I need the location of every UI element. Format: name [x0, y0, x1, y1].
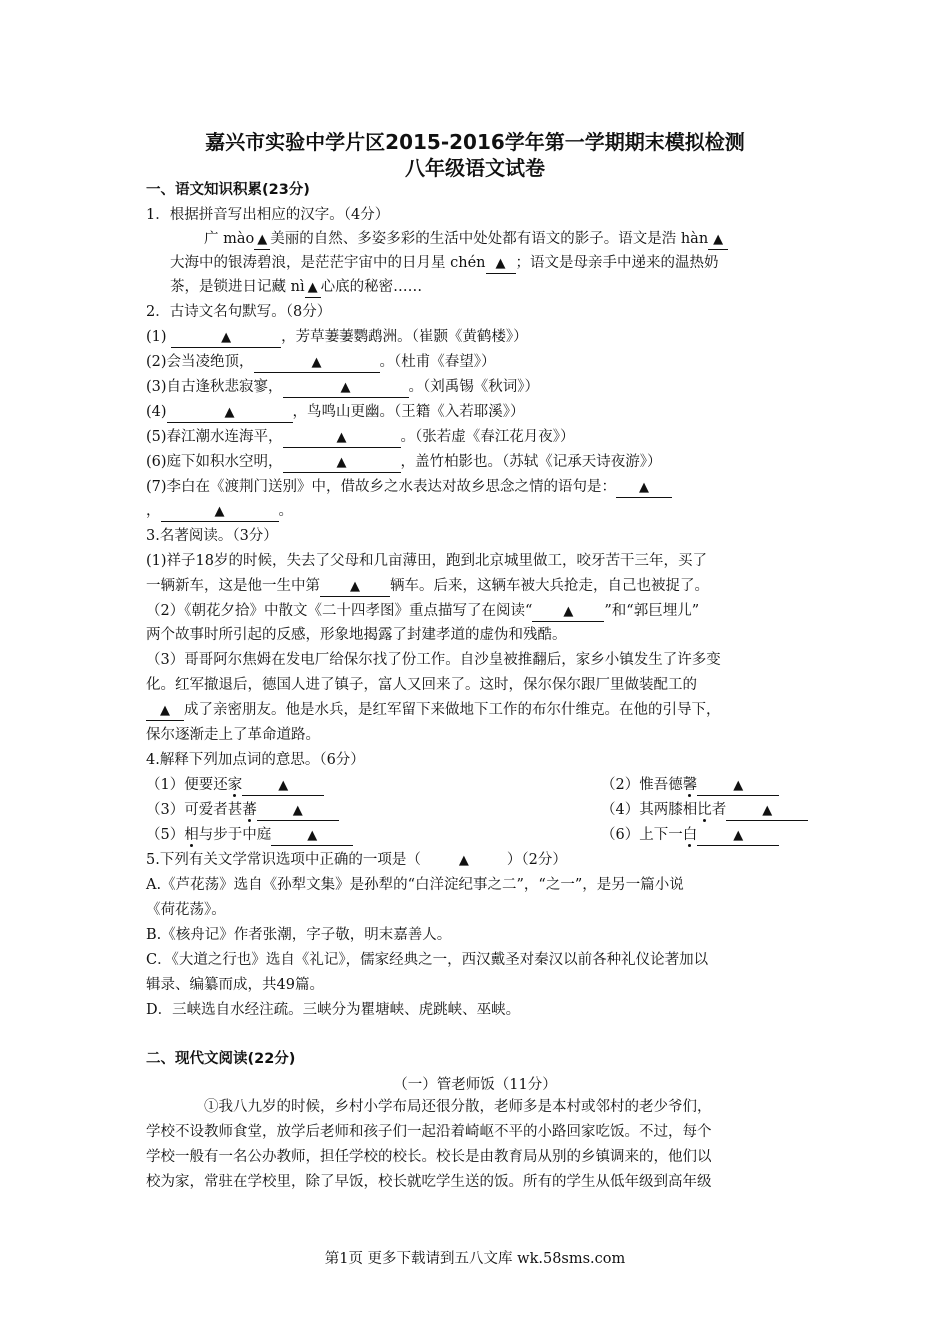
answer-blank[interactable]: ▲ — [697, 827, 779, 846]
passage-line-3: 学校一般有一名公办教师，担任学校的校长。校长是由教育局从别的乡镇调来的，他们以 — [146, 1149, 712, 1165]
q2-item-1: (1) ▲ ，芳草萋萋鹦鹉洲。（崔颢《黄鹤楼》） — [146, 327, 810, 348]
q5-option-c-line-2: 辑录、编纂而成，共49篇。 — [146, 977, 324, 993]
q1-stem: 1．根据拼音写出相应的汉字。（4分） — [146, 207, 390, 223]
passage-title: （一）管老师饭（11分） — [393, 1077, 557, 1093]
answer-blank[interactable]: ▲ — [305, 279, 321, 298]
q2-item-7-cont: ， ▲ 。 — [146, 501, 810, 522]
q5-option-a-line-2: 《荷花荡》。 — [146, 902, 226, 918]
answer-blank[interactable]: ▲ — [726, 802, 808, 821]
answer-blank[interactable]: ▲ — [161, 503, 279, 522]
q4-item-6: （6）上下一白 ▲ — [601, 825, 779, 846]
q4-row-1: （1）便要还家 ▲ （2）惟吾德馨 ▲ — [146, 775, 810, 796]
exam-title: 嘉兴市实验中学片区2015-2016学年第一学期期末模拟检测 — [205, 130, 745, 154]
answer-blank[interactable]: ▲ — [254, 231, 270, 250]
passage-line-2: 学校不设教师食堂，放学后老师和孩子们一起沿着崎岖不平的小路回家吃饭。不过，每个 — [146, 1124, 712, 1140]
q4-row-2: （3）可爱者甚蕃 ▲ （4）其两膝相比者 ▲ — [146, 800, 810, 821]
q2-item-6: (6)庭下如积水空明， ▲ ，盖竹柏影也。（苏轼《记承天诗夜游》） — [146, 452, 810, 473]
answer-blank[interactable]: ▲ — [616, 479, 672, 498]
section-1-heading: 一、语文知识积累(23分) — [146, 182, 310, 198]
answer-blank[interactable]: ▲ — [283, 454, 401, 473]
q3-b-line-1: （2）《朝花夕拾》中散文《二十四孝图》重点描写了在阅读“ ▲ ”和“郭巨埋儿” — [146, 601, 810, 622]
q2-item-3: (3)自古逢秋悲寂寥， ▲ 。（刘禹锡《秋词》） — [146, 377, 810, 398]
q3-c-line-2: 化。红军撤退后，德国人进了镇子，富人又回来了。这时，保尔保尔跟厂里做装配工的 — [146, 677, 697, 693]
q5-option-a-line-1: A.《芦花荡》选自《孙犁文集》是孙犁的“白洋淀纪事之二”，“之一”，是另一篇小说 — [146, 877, 684, 893]
q5-option-c-line-1: C．《大道之行也》选自《礼记》，儒家经典之一，西汉戴圣对秦汉以前各种礼仪论著加以 — [146, 952, 709, 968]
q3-c-line-4: 保尔逐渐走上了革命道路。 — [146, 727, 320, 743]
section-2-heading: 二、现代文阅读(22分) — [146, 1051, 296, 1067]
page-footer: 第1页 更多下载请到五八文库 wk.58sms.com — [324, 1251, 626, 1267]
q3-c-line-1: （3）哥哥阿尔焦姆在发电厂给保尔找了份工作。自沙皇被推翻后，家乡小镇发生了许多变 — [146, 652, 721, 668]
answer-blank[interactable]: ▲ — [146, 702, 184, 721]
q2-item-2: (2)会当凌绝顶， ▲ 。（杜甫《春望》） — [146, 352, 810, 373]
exam-subtitle: 八年级语文试卷 — [405, 156, 545, 180]
answer-blank[interactable]: ▲ — [283, 379, 409, 398]
answer-blank[interactable]: ▲ — [532, 603, 604, 622]
q1-line-2: 大海中的银涛碧浪，是茫茫宇宙中的日月星 chén ▲ ；语文是母亲手中递来的温热奶 — [170, 253, 810, 274]
answer-blank[interactable]: ▲ — [283, 429, 401, 448]
q2-item-4: (4) ▲ ，鸟鸣山更幽。（王籍《入若耶溪》） — [146, 402, 810, 423]
q4-item-4: （4）其两膝相比者 ▲ — [601, 800, 808, 821]
q3-a-line-2: 一辆新车，这是他一生中第 ▲ 辆车。后来，这辆车被大兵抢走，自己也被捉了。 — [146, 576, 810, 597]
answer-choice-slot[interactable]: ▲ — [458, 853, 469, 868]
answer-blank[interactable]: ▲ — [486, 255, 516, 274]
answer-blank[interactable]: ▲ — [271, 827, 353, 846]
passage-line-1: ①我八九岁的时候，乡村小学布局还很分散，老师多是本村或邻村的老少爷们， — [204, 1099, 712, 1115]
q4-stem: 4.解释下列加点词的意思。（6分） — [146, 752, 365, 768]
q5-option-d: D．三峡选自水经注疏。三峡分为瞿塘峡、虎跳峡、巫峡。 — [146, 1002, 521, 1018]
answer-blank[interactable]: ▲ — [171, 329, 281, 348]
answer-blank[interactable]: ▲ — [320, 578, 390, 597]
answer-blank[interactable]: ▲ — [708, 231, 728, 250]
q4-row-3: （5）相与步于中庭 ▲ （6）上下一白 ▲ — [146, 825, 810, 846]
q5-option-b: B.《核舟记》作者张潮，字子敬，明末嘉善人。 — [146, 927, 452, 943]
passage-line-4: 校为家，常驻在学校里，除了早饭，校长就吃学生送的饭。所有的学生从低年级到高年级 — [146, 1174, 712, 1190]
q3-c-line-3: ▲ 成了亲密朋友。他是水兵，是红军留下来做地下工作的布尔什维克。在他的引导下， — [146, 700, 810, 721]
answer-blank[interactable]: ▲ — [242, 777, 324, 796]
q3-b-line-2: 两个故事时所引起的反感，形象地揭露了封建孝道的虚伪和残酷。 — [146, 627, 567, 643]
answer-blank[interactable]: ▲ — [254, 354, 380, 373]
q2-item-7: (7)李白在《渡荆门送别》中，借故乡之水表达对故乡思念之情的语句是： ▲ — [146, 477, 810, 498]
answer-blank[interactable]: ▲ — [697, 777, 779, 796]
q1-line-1: 广 mào ▲ 美丽的自然、多姿多彩的生活中处处都有语文的影子。语文是浩 hàn ▲ — [204, 229, 810, 250]
q3-stem: 3.名著阅读。（3分） — [146, 528, 278, 544]
answer-blank[interactable]: ▲ — [167, 404, 293, 423]
answer-blank[interactable]: ▲ — [257, 802, 339, 821]
q2-item-5: (5)春江潮水连海平， ▲ 。（张若虚《春江花月夜》） — [146, 427, 810, 448]
q3-a-line-1: (1)祥子18岁的时候，失去了父母和几亩薄田，跑到北京城里做工，咬牙苦干三年，买了 — [146, 553, 707, 569]
q5-stem: 5.下列有关文学常识选项中正确的一项是（ ▲ ）（2分） — [146, 850, 810, 871]
q2-stem: 2．古诗文名句默写。（8分） — [146, 304, 332, 320]
q1-line-3: 茶，是锁进日记藏 nì ▲ 心底的秘密…… — [170, 277, 810, 298]
q4-item-2: （2）惟吾德馨 ▲ — [601, 775, 779, 796]
